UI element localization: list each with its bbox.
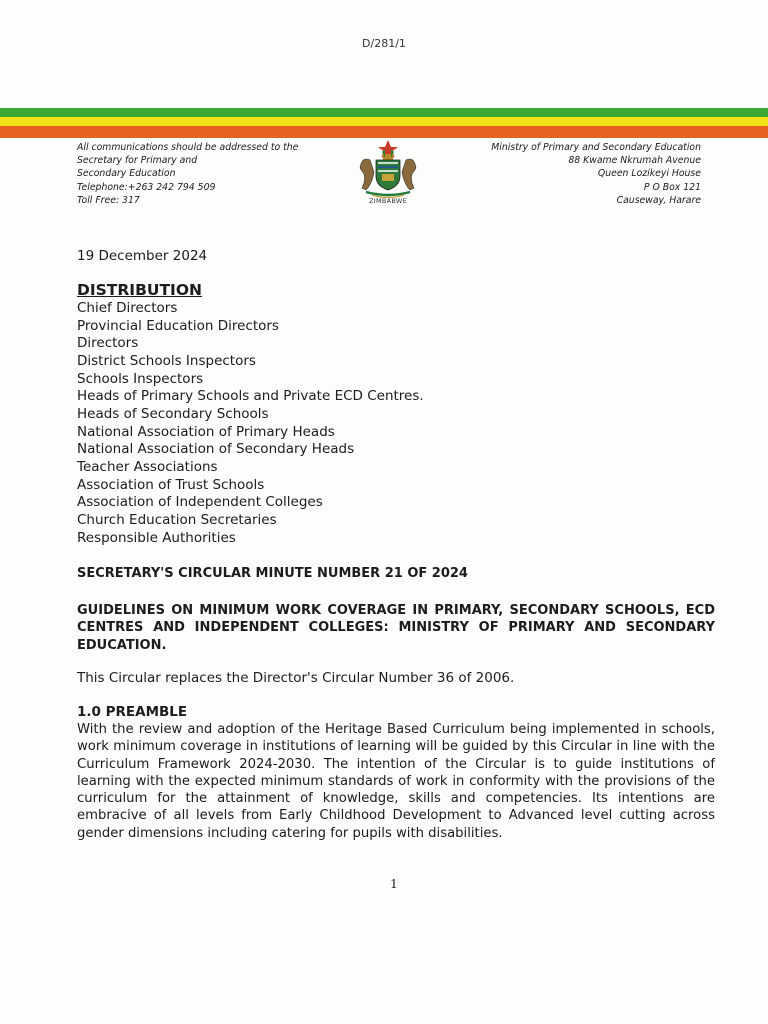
distribution-item: Responsible Authorities: [77, 529, 236, 546]
preamble-heading: 1.0 PREAMBLE: [77, 704, 188, 720]
distribution-item: Directors: [77, 335, 139, 352]
distribution-item: Schools Inspectors: [77, 370, 204, 387]
distribution-item: District Schools Inspectors: [77, 352, 256, 369]
letter-date: 19 December 2024: [77, 248, 208, 264]
correspondence-line: All communications should be addressed to the: [77, 142, 299, 153]
page-number: 1: [390, 877, 398, 891]
correspondence-line: Secondary Education: [77, 168, 176, 180]
address-line: Causeway, Harare: [616, 194, 701, 206]
distribution-item: Provincial Education Directors: [77, 317, 279, 334]
distribution-heading: DISTRIBUTION: [77, 281, 202, 299]
coat-of-arms-icon: [352, 138, 424, 200]
flag-band-green: [0, 108, 768, 117]
telephone-line: Telephone:+263 242 794 509: [77, 181, 216, 193]
correspondence-address-block: [77, 141, 298, 207]
circular-subject-heading: GUIDELINES ON MINIMUM WORK COVERAGE IN PRIMARY, SECONDARY SCHOOLS, ECD CENTRES AND INDEPENDENT COLLEGES: MINISTRY OF PRIMARY AND SECONDARY EDUCATION.: [77, 603, 715, 653]
distribution-item: Association of Independent Colleges: [77, 494, 323, 511]
distribution-item: Association of Trust Schools: [77, 476, 265, 493]
distribution-item: National Association of Primary Heads: [77, 423, 335, 440]
ministry-name: Ministry of Primary and Secondary Education: [491, 142, 701, 153]
address-line: P O Box 121: [643, 181, 701, 193]
flag-band-yellow: [0, 117, 768, 126]
distribution-item: Heads of Primary Schools and Private ECD Centres.: [77, 388, 424, 405]
correspondence-line: Secretary for Primary and: [77, 155, 198, 167]
distribution-list: [77, 300, 424, 547]
flag-band-orange: [0, 126, 768, 138]
distribution-item: Chief Directors: [77, 300, 178, 316]
address-line: Queen Lozikeyi House: [597, 168, 701, 180]
distribution-item: Teacher Associations: [77, 458, 218, 475]
circular-number-heading: SECRETARY'S CIRCULAR MINUTE NUMBER 21 OF 2024: [77, 566, 468, 581]
toll-free-line: Toll Free: 317: [77, 194, 140, 206]
address-line: 88 Kwame Nkrumah Avenue: [568, 155, 701, 167]
replaces-notice: This Circular replaces the Director's Circular Number 36 of 2006.: [77, 670, 515, 686]
ministry-address-block: [491, 141, 701, 207]
document-reference: D/281/1: [362, 37, 406, 50]
coat-of-arms-caption: ZIMBABWE: [368, 197, 408, 205]
distribution-item: National Association of Secondary Heads: [77, 441, 355, 458]
distribution-item: Heads of Secondary Schools: [77, 405, 269, 422]
distribution-item: Church Education Secretaries: [77, 511, 277, 528]
preamble-paragraph: With the review and adoption of the Heritage Based Curriculum being implemented in schools, work minimum coverage in institutions of learning will be guided by this Circular in line with the Curriculum Framework 2024-2030. The intention of the Circular is to guide institutions of learning with the expected minimum standards of work in conformity with the provisions of the curriculum for the attainment of knowledge, skills and competencies. Its intentions are embracive of all levels from Early Childhood Development to Advanced level cutting across gender dimensions including catering for pupils with disabilities.: [77, 722, 715, 841]
